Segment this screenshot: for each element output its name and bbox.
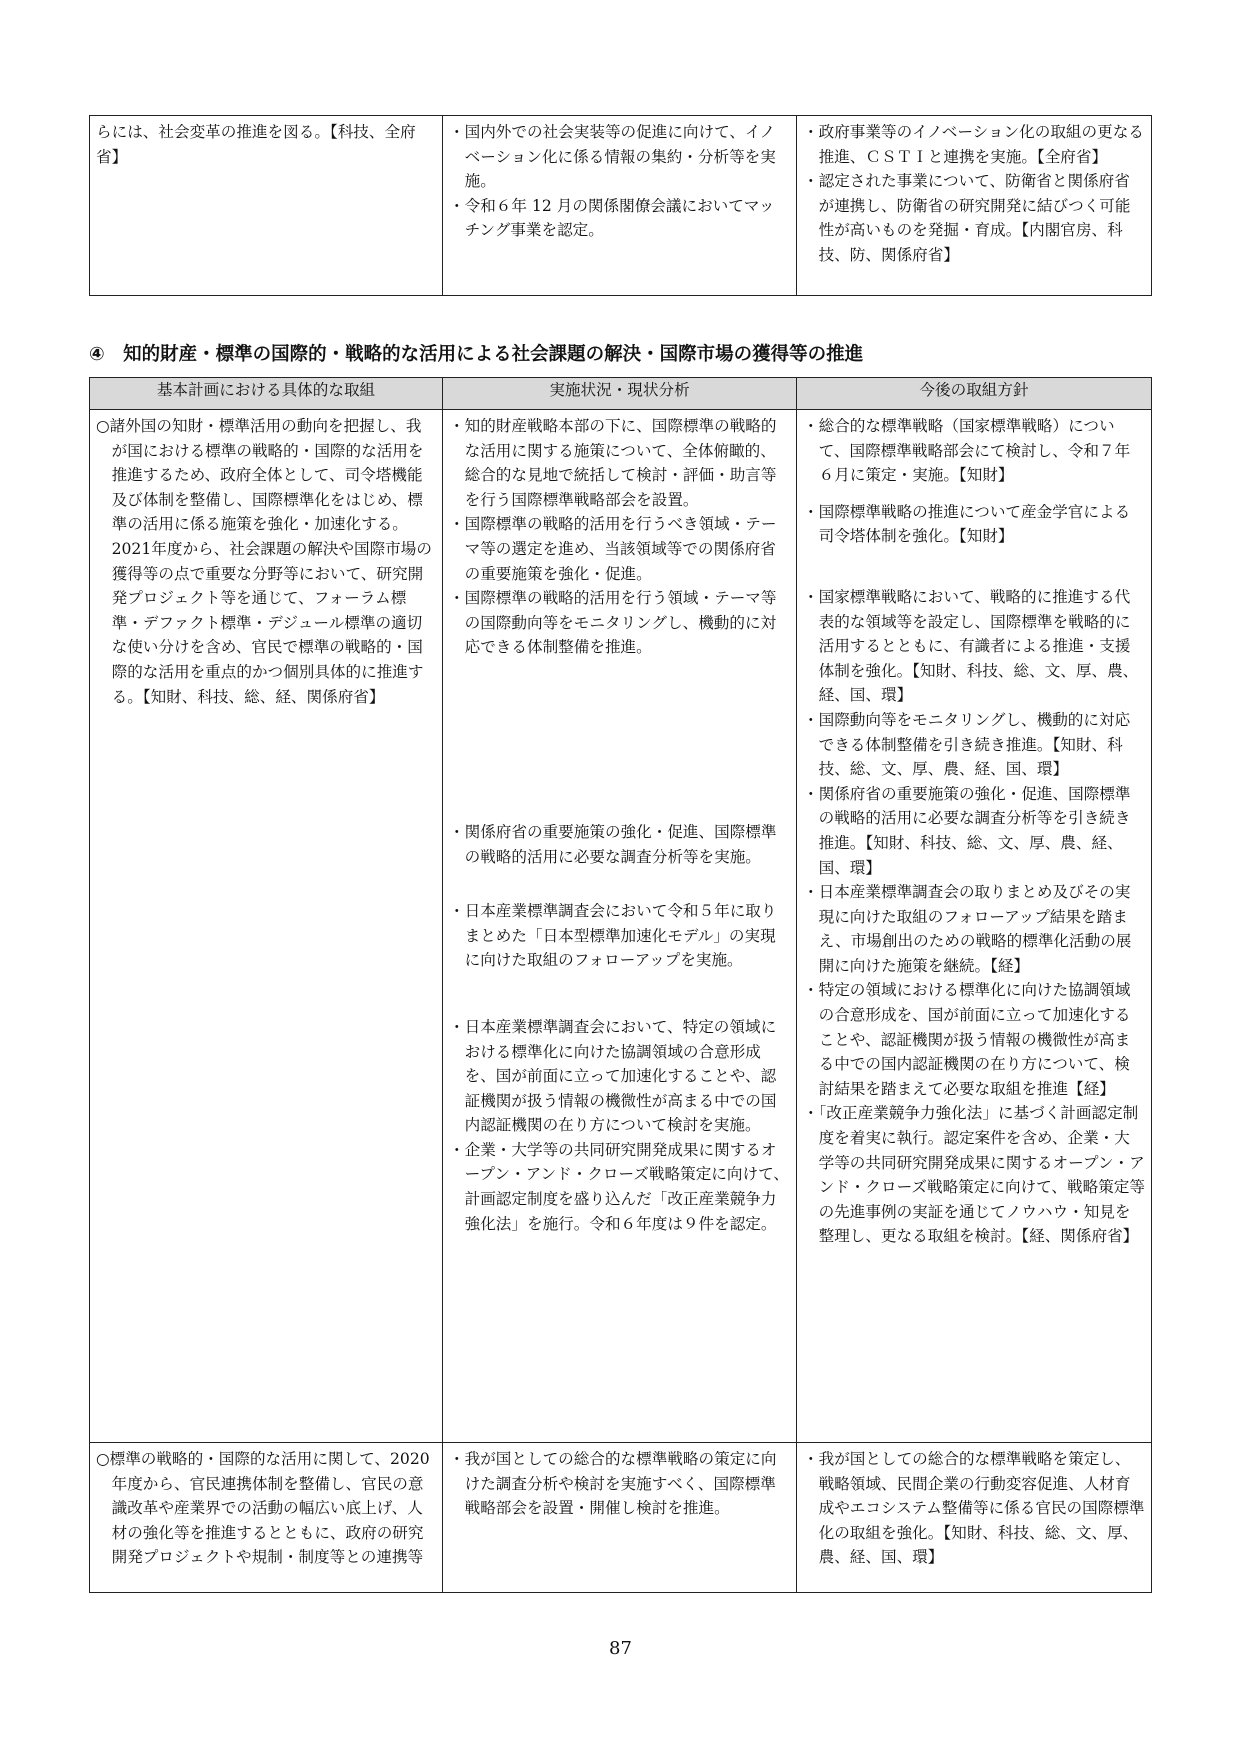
bullet-text: ・政府事業等のイノベーション化の取組の更なる推進、ＣＳＴＩと連携を実施。【全府省】 [803, 123, 1144, 166]
policy-cell [797, 410, 1152, 1443]
bullet-text: ・特定の領域における標準化に向けた協調領域の合意形成を、国が前面に立って加速化することや、認証機関が扱う情報の機微性が高まる中での国内認証機関の在り方について、検討結果を踏まえて必要な取組を推進【経】 [803, 981, 1131, 1098]
policy-cell [797, 116, 1152, 296]
bullet-text: ・国内外での社会実装等の促進に向けて、イノベーション化に係る情報の集約・分析等を実施。 [449, 123, 776, 191]
bullet-text: ・企業・大学等の共同研究開発成果に関するオープン・アンド・クローズ戦略策定に向けて、計画認定制度を盛り込んだ「改正産業競争力強化法」を施行。令和６年度は９件を認定。 [449, 1140, 789, 1233]
section-heading: ④ 知的財産・標準の国際的・戦略的な活用による社会課題の解決・国際市場の獲得等の推進 [89, 344, 864, 365]
continuation-table [89, 115, 1152, 296]
page-number: 87 [609, 1638, 632, 1659]
column-header: 基本計画における具体的な取組 [90, 378, 443, 410]
status-cell [443, 410, 797, 1443]
plan-cell [90, 116, 443, 296]
bullet-text: ・我が国としての総合的な標準戦略の策定に向けた調査分析や検討を実施すべく、国際標準戦略部会を設置・開催し検討を推進。 [449, 1450, 777, 1518]
bullet-text: ・日本産業標準調査会において、特定の領域における標準化に向けた協調領域の合意形成を、国が前面に立って加速化することや、認証機関が扱う情報の機微性が高まる中での国内認証機関の在り方について検討を実施。 [449, 1017, 777, 1135]
bullet-text: ・我が国としての総合的な標準戦略を策定し、戦略領域、民間企業の行動変容促進、人材育成やエコシステム整備等に係る官民の国際標準化の取組を強化。【知財、科技、総、文、厚、農、経、国、環】 [803, 1450, 1145, 1567]
bullet-text: ・国家標準戦略において、戦略的に推進する代表的な領域等を設定し、国際標準を戦略的に活用するとともに、有識者による推進・支援体制を強化。【知財、科技、総、文、厚、農、経、国、環】 [803, 587, 1139, 705]
bullet-text: ・「改正産業競争力強化法」に基づく計画認定制度を着実に執行。認定案件を含め、企業・大学等の共同研究開発成果に関するオープン・アンド・クローズ戦略策定に向けて、戦略策定等の先進事例の実証を通じてノウハウ・知見を整理し、更なる取組を検討。【経、関係府省】 [803, 1104, 1145, 1246]
bullet-text: ・知的財産戦略本部の下に、国際標準の戦略的な活用に関する施策について、全体俯瞰的、総合的な見地で統括して検討・評価・助言等を行う国際標準戦略部会を設置。 [449, 417, 777, 509]
bullet-text: ・関係府省の重要施策の強化・促進、国際標準の戦略的活用に必要な調査分析等を引き続き推進。【知財、科技、総、文、厚、農、経、国、環】 [803, 784, 1131, 877]
bullet-text: ・国際標準戦略の推進について産金学官による司令塔体制を強化。【知財】 [803, 502, 1131, 546]
header-row [90, 378, 1152, 410]
bullet-text: ・関係府省の重要施策の強化・促進、国際標準の戦略的活用に必要な調査分析等を実施。 [449, 822, 777, 866]
bullet-text: ・認定された事業について、防衛省と関係府省が連携し、防衛省の研究開発に結びつく可能性が高いものを発掘・育成。【内閣官房、科技、防、関係府省】 [803, 172, 1131, 264]
column-header: 今後の取組方針 [797, 378, 1152, 410]
bullet-text: ・総合的な標準戦略（国家標準戦略）について、国際標準戦略部会にて検討し、令和７年６月に策定・実施。【知財】 [803, 417, 1131, 485]
bullet-text: ・国際標準の戦略的活用を行うべき領域・テーマ等の選定を進め、当該領域等での関係府省の重要施策を強化・促進。 [449, 515, 777, 583]
plan-cell [90, 1443, 443, 1593]
bullet-text: ・令和６年 12 月の関係閣僚会議においてマッチング事業を認定。 [449, 196, 775, 240]
cell-text: らには、社会変革の推進を図る。【科技、全府省】 [96, 123, 416, 166]
column-header: 実施状況・現状分析 [443, 378, 797, 410]
bullet-text: ・国際動向等をモニタリングし、機動的に対応できる体制整備を引き続き推進。【知財、科技、総、文、厚、農、経、国、環】 [803, 710, 1131, 779]
table-row [90, 1443, 1152, 1593]
table-row [90, 410, 1152, 1443]
plan-text: ○標準の戦略的・国際的な活用に関して、2020 年度から、官民連携体制を整備し、官民の意識改革や産業界での活動の幅広い底上げ、人材の強化等を推進するとともに、政府の研究開発プロジェクトや規制・制度等との連携等 [96, 1450, 430, 1567]
bullet-text: ・日本産業標準調査会の取りまとめ及びその実現に向けた取組のフォローアップ結果を踏まえ、市場創出のための戦略的標準化活動の展開に向けた施策を継続。【経】 [803, 883, 1132, 975]
plan-text: ○諸外国の知財・標準活用の動向を把握し、我が国における標準の戦略的・国際的な活用を推進するため、政府全体として、司令塔機能及び体制を整備し、国際標準化をはじめ、標準の活用に係る施策を強化・加速化する。2021年度から、社会課題の解決や国際市場の獲得等の点で重要な分野等において、研究開発プロジェクト等を通じて、フォーラム標準・デファクト標準・デジュール標準の適切な使い分けを含め、官民で標準の戦略的・国際的な活用を重点的かつ個別具体的に推進する。【知財、科技、総、経、関係府省】 [96, 417, 432, 706]
status-cell [443, 1443, 797, 1593]
plan-cell [90, 410, 443, 1443]
bullet-text: ・国際標準の戦略的活用を行う領域・テーマ等の国際動向等をモニタリングし、機動的に対応できる体制整備を推進。 [449, 589, 777, 657]
measures-table [89, 377, 1152, 1593]
bullet-text: ・日本産業標準調査会において令和５年に取りまとめた「日本型標準加速化モデル」の実現に向けた取組のフォローアップを実施。 [449, 902, 777, 970]
table-row [90, 116, 1152, 296]
status-cell [443, 116, 797, 296]
policy-cell [797, 1443, 1152, 1593]
